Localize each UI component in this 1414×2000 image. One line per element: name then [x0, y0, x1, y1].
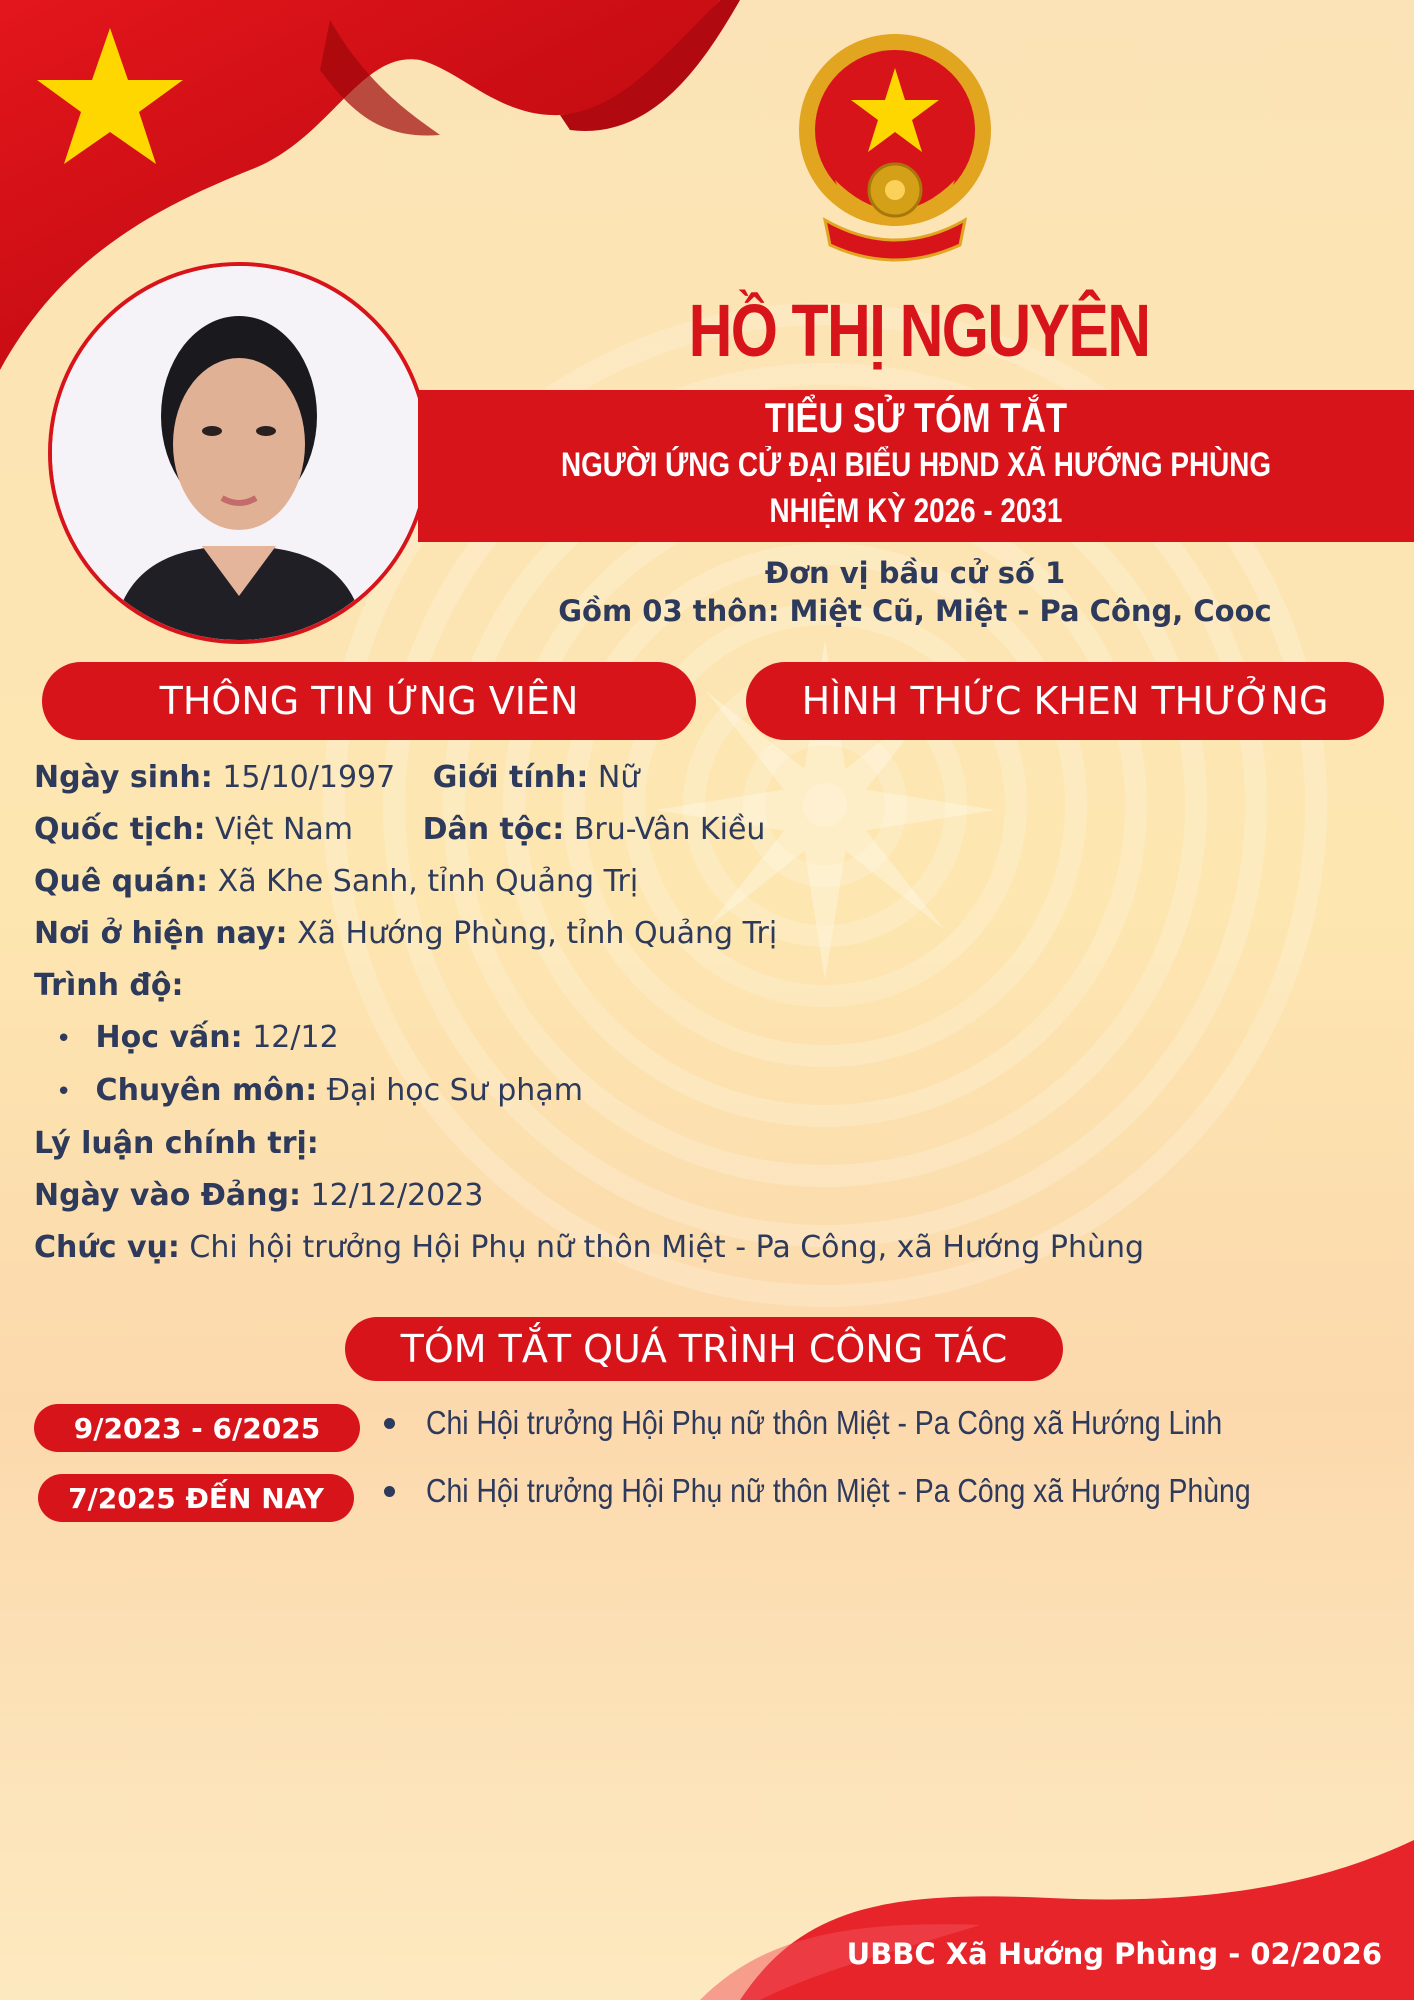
dob-label: Ngày sinh:: [34, 760, 213, 795]
ethnicity-label: Dân tộc:: [422, 812, 565, 847]
footer-issuer: UBBC Xã Hướng Phùng - 02/2026: [846, 1937, 1382, 1971]
nationality-value: Việt Nam: [215, 812, 354, 847]
gender-value: Nữ: [597, 760, 640, 795]
info-row-hometown: [34, 856, 1134, 908]
timeline-period: 9/2023 - 6/2025: [34, 1404, 360, 1452]
electoral-unit-villages: Gồm 03 thôn: Miệt Cũ, Miệt - Pa Công, Cooc: [558, 594, 1272, 628]
ethnicity-value: Bru-Vân Kiều: [573, 812, 766, 847]
hometown-label: Quê quán:: [34, 864, 209, 899]
section-header-candidate-info: THÔNG TIN ỨNG VIÊN: [42, 662, 696, 740]
candidate-info-list: [34, 752, 1145, 1274]
bullet-icon: [384, 1418, 395, 1429]
info-row-political-theory: [34, 1118, 1134, 1170]
info-row-education: [34, 960, 1134, 1012]
residence-label: Nơi ở hiện nay:: [34, 916, 288, 951]
section-header-work-history: TÓM TẮT QUÁ TRÌNH CÔNG TÁC: [345, 1317, 1063, 1381]
position-value: Chi hội trưởng Hội Phụ nữ thôn Miệt - Pa Công, xã Hướng Phùng: [189, 1230, 1145, 1265]
national-emblem: [795, 30, 995, 275]
banner-term: NHIỆM KỲ 2026 - 2031: [769, 492, 1063, 530]
info-row-party-admission: [34, 1170, 1134, 1222]
info-row-nationality-ethnicity: [34, 804, 1134, 856]
info-row-dob-gender: [34, 752, 1134, 804]
general-education-value: 12/12: [252, 1020, 339, 1055]
timeline-period: 7/2025 ĐẾN NAY: [38, 1474, 354, 1522]
section-header-awards: HÌNH THỨC KHEN THƯỞNG: [746, 662, 1384, 740]
dob-value: 15/10/1997: [222, 760, 396, 795]
title-banner: [418, 390, 1414, 542]
party-admission-value: 12/12/2023: [310, 1178, 484, 1213]
candidate-portrait-image: [52, 266, 426, 640]
info-row-major: [34, 1065, 1134, 1118]
position-label: Chức vụ:: [34, 1230, 180, 1265]
info-row-position: [34, 1222, 1145, 1274]
gender-label: Giới tính:: [432, 760, 589, 795]
banner-title: TIỂU SỬ TÓM TẮT: [764, 394, 1068, 441]
info-row-general-education: [34, 1012, 1134, 1065]
info-row-residence: [34, 908, 1134, 960]
banner-subtitle: NGƯỜI ỨNG CỬ ĐẠI BIỂU HĐND XÃ HƯỚNG PHÙNG: [560, 446, 1272, 484]
bullet-icon: [384, 1486, 395, 1497]
footer-wave: [0, 1840, 1414, 2000]
general-education-label: Học vấn:: [95, 1020, 243, 1055]
residence-value: Xã Hướng Phùng, tỉnh Quảng Trị: [297, 916, 778, 951]
nationality-label: Quốc tịch:: [34, 812, 206, 847]
candidate-photo: [48, 262, 430, 644]
timeline-item: [0, 1398, 1414, 1458]
education-label: Trình độ:: [34, 968, 184, 1003]
party-admission-label: Ngày vào Đảng:: [34, 1178, 301, 1213]
timeline-description: Chi Hội trưởng Hội Phụ nữ thôn Miệt - Pa Công xã Hướng Linh: [426, 1404, 1223, 1441]
timeline-description: Chi Hội trưởng Hội Phụ nữ thôn Miệt - Pa Công xã Hướng Phùng: [426, 1472, 1251, 1509]
timeline-item: [0, 1466, 1414, 1526]
candidate-name: HỒ THỊ NGUYÊN: [688, 289, 1150, 372]
major-label: Chuyên môn:: [95, 1073, 318, 1108]
hometown-value: Xã Khe Sanh, tỉnh Quảng Trị: [217, 864, 639, 899]
major-value: Đại học Sư phạm: [326, 1073, 583, 1108]
political-theory-label: Lý luận chính trị:: [34, 1126, 319, 1161]
electoral-unit-number: Đơn vị bầu cử số 1: [764, 556, 1066, 590]
